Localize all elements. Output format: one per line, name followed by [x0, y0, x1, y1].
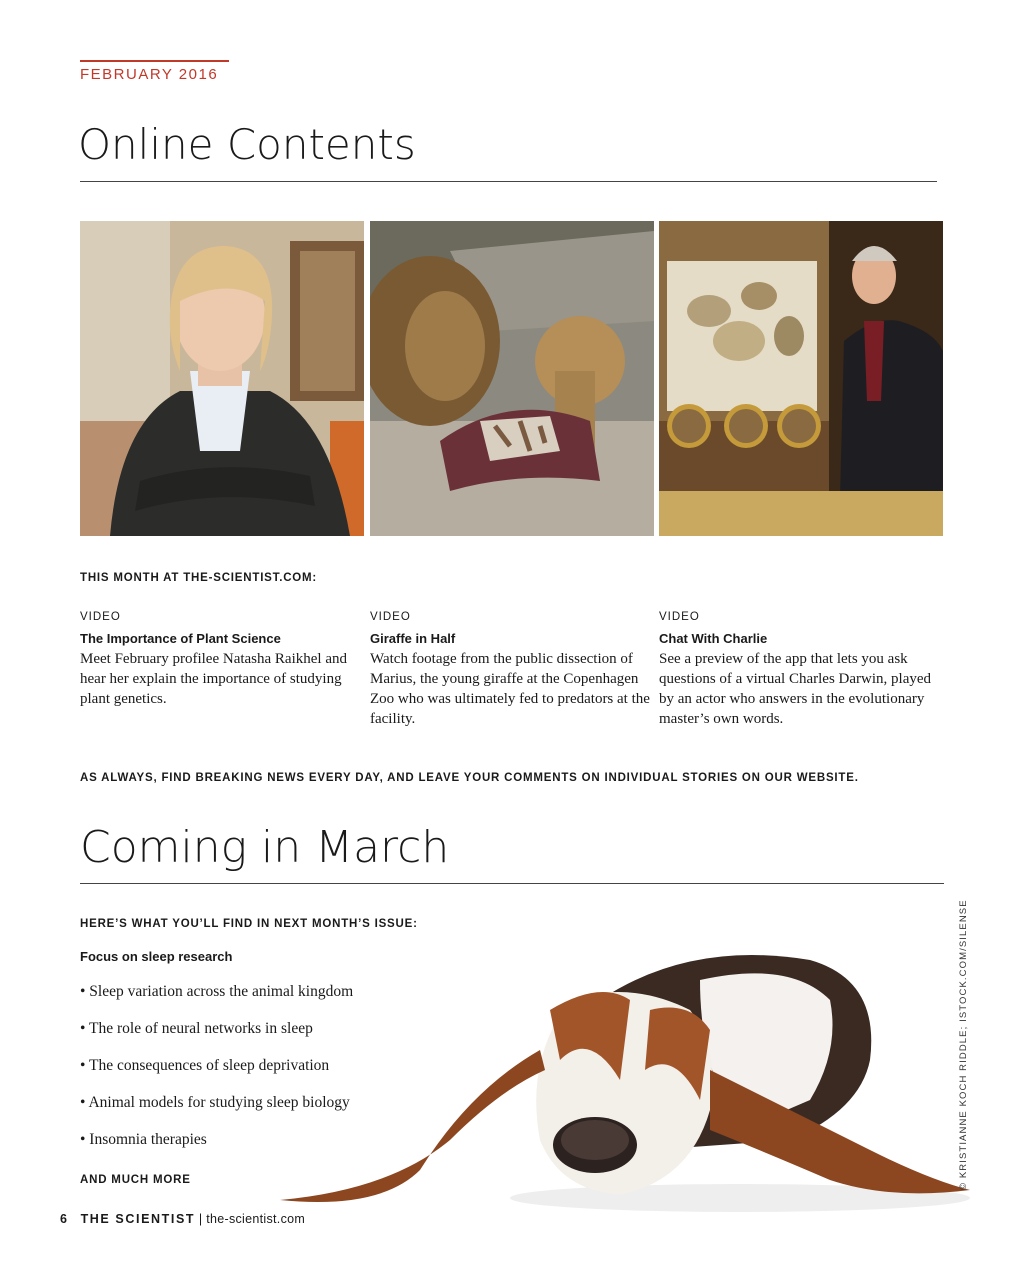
photo-lions-giraffe — [370, 221, 654, 536]
this-month-kicker: THIS MONTH AT THE-SCIENTIST.COM: — [80, 572, 318, 584]
item-body: Watch footage from the public dissection of Marius, the young giraffe at the Copenhagen Zoo who was ultimately fed to predators at the facility. — [370, 651, 650, 727]
list-item: • Animal models for studying sleep biology — [80, 1094, 350, 1111]
magazine-name: THE SCIENTIST — [80, 1212, 196, 1226]
photo-darwin-app — [659, 221, 943, 536]
list-item: • The consequences of sleep deprivation — [80, 1057, 330, 1074]
next-issue-kicker: HERE’S WHAT YOU’LL FIND IN NEXT MONTH’S ISSUE: — [80, 918, 418, 930]
photo-credit: © KRISTIANNE KOCH RIDDLE; ISTOCK.COM/SILENSE — [958, 899, 969, 1190]
list-item: • Sleep variation across the animal kingdom — [80, 983, 354, 1000]
item-body: See a preview of the app that lets you ask questions of a virtual Charles Darwin, played by an actor who answers in the evolutionary master’s own words. — [659, 651, 932, 727]
video-item-charlie — [659, 611, 949, 729]
much-more-note: AND MUCH MORE — [80, 1174, 191, 1186]
section-title-march: Coming in March — [80, 822, 450, 873]
video-item-plant-science — [80, 611, 360, 709]
list-item: • Insomnia therapies — [80, 1131, 207, 1148]
photo-natasha-raikhel — [80, 221, 364, 536]
item-body: Meet February profilee Natasha Raikhel and hear her explain the importance of studying plant genetics. — [80, 651, 347, 707]
video-item-giraffe — [370, 611, 650, 729]
march-divider — [80, 883, 944, 884]
page-title: Online Contents — [78, 120, 416, 169]
item-type: VIDEO — [659, 611, 700, 623]
footer-separator: | — [195, 1212, 207, 1226]
photo-sleeping-dog — [270, 940, 990, 1220]
list-item: • The role of neural networks in sleep — [80, 1020, 313, 1037]
topic-list — [80, 980, 353, 1165]
focus-heading: Focus on sleep research — [80, 949, 233, 964]
site-link[interactable]: the-scientist.com — [206, 1212, 306, 1226]
issue-rule — [80, 60, 229, 62]
item-headline[interactable]: The Importance of Plant Science — [80, 631, 281, 646]
item-headline[interactable]: Chat With Charlie — [659, 631, 768, 646]
item-type: VIDEO — [80, 611, 121, 623]
issue-date: FEBRUARY 2016 — [80, 66, 219, 83]
item-headline[interactable]: Giraffe in Half — [370, 631, 456, 646]
item-type: VIDEO — [370, 611, 411, 623]
page-number: 6 — [60, 1212, 69, 1226]
title-divider — [80, 181, 937, 182]
always-note: AS ALWAYS, FIND BREAKING NEWS EVERY DAY, AND LEAVE YOUR COMMENTS ON INDIVIDUAL STORIES ON OUR WEBSITE. — [80, 772, 859, 784]
page-footer — [60, 1212, 305, 1226]
